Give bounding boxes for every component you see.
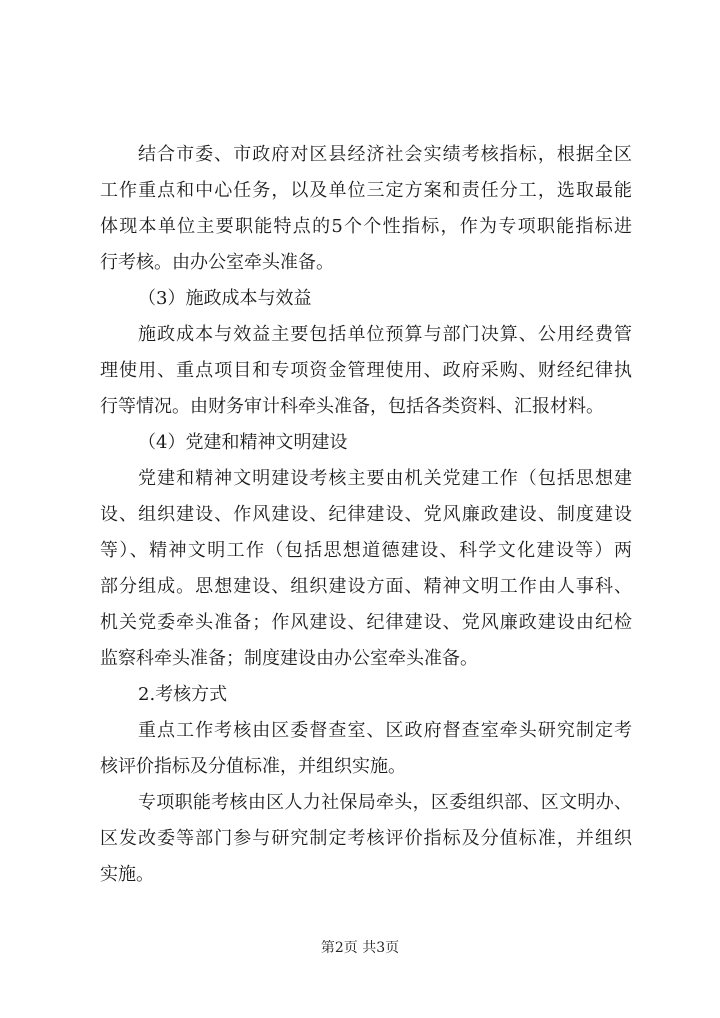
- paragraph: [100, 461, 632, 677]
- text-line: 区发改委等部门参与研究制定考核评价指标及分值标准，并组织: [100, 828, 632, 849]
- paragraph: [100, 317, 632, 425]
- text-line: 工作重点和中心任务，以及单位三定方案和责任分工，选取最能: [100, 180, 632, 201]
- text-line: 实施。: [100, 864, 154, 885]
- text-line: 设、组织建设、作风建设、纪律建设、党风廉政建设、制度建设: [100, 504, 632, 525]
- paragraph: [100, 713, 632, 785]
- text-line: 专项职能考核由区人力社保局牵头，区委组织部、区文明办、: [138, 792, 632, 813]
- paragraph: [100, 137, 632, 281]
- text-line: 理使用、重点项目和专项资金管理使用、政府采购、财经纪律执: [100, 360, 632, 381]
- text-line: 党建和精神文明建设考核主要由机关党建工作（包括思想建: [138, 468, 632, 489]
- text-line: （4）党建和精神文明建设: [138, 432, 348, 453]
- paragraph: [100, 785, 632, 893]
- section-heading: [100, 425, 632, 461]
- section-heading: [100, 677, 632, 713]
- text-line: 核评价指标及分值标准，并组织实施。: [100, 756, 406, 777]
- page-footer: 第2页 共3页: [320, 940, 400, 956]
- text-line: 施政成本与效益主要包括单位预算与部门决算、公用经费管: [138, 324, 632, 345]
- text-line: 体现本单位主要职能特点的5个个性指标，作为专项职能指标进: [100, 216, 632, 237]
- text-line: 监察科牵头准备；制度建设由办公室牵头准备。: [100, 648, 478, 669]
- text-line: 重点工作考核由区委督查室、区政府督查室牵头研究制定考: [138, 720, 632, 741]
- text-line: 行等情况。由财务审计科牵头准备，包括各类资料、汇报材料。: [100, 396, 604, 417]
- section-heading: [100, 281, 632, 317]
- text-line: 结合市委、市政府对区县经济社会实绩考核指标，根据全区: [138, 144, 632, 165]
- text-line: 机关党委牵头准备；作风建设、纪律建设、党风廉政建设由纪检: [100, 612, 632, 633]
- text-line: 2.考核方式: [138, 684, 228, 705]
- text-line: （3）施政成本与效益: [138, 288, 312, 309]
- document-body: [100, 137, 632, 893]
- text-line: 等）、精神文明工作（包括思想道德建设、科学文化建设等）两: [100, 540, 632, 561]
- text-line: 部分组成。思想建设、组织建设方面、精神文明工作由人事科、: [100, 576, 632, 597]
- text-line: 行考核。由办公室牵头准备。: [100, 252, 334, 273]
